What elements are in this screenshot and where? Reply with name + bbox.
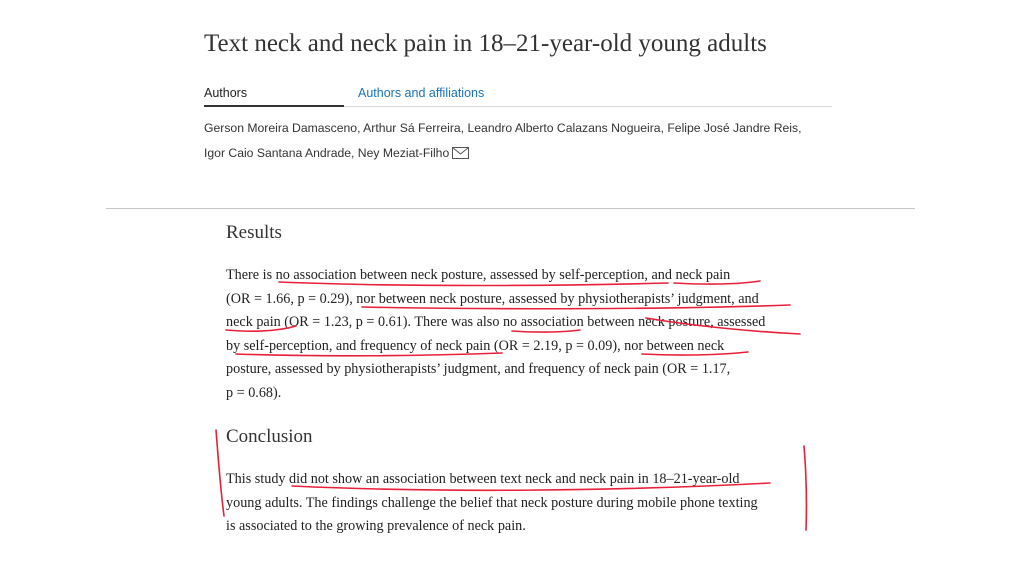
author-list-line: Gerson Moreira Damasceno, Arthur Sá Ferreira, Leandro Alberto Calazans Nogueira, Felipe José Jandre Reis, bbox=[204, 121, 802, 135]
article-title: Text neck and neck pain in 18–21-year-old young adults bbox=[204, 30, 767, 57]
section-divider bbox=[106, 208, 915, 209]
tab-authors[interactable]: Authors bbox=[204, 86, 344, 107]
results-heading: Results bbox=[226, 222, 282, 243]
results-line: posture, assessed by physiotherapists’ judgment, and frequency of neck pain (OR = 1.17, bbox=[226, 361, 731, 377]
results-line: (OR = 1.66, p = 0.29), nor between neck posture, assessed by physiotherapists’ judgment, and bbox=[226, 290, 759, 307]
mail-icon[interactable] bbox=[452, 143, 469, 168]
results-line: neck pain (OR = 1.23, p = 0.61). There was also no association between neck posture, assessed bbox=[226, 314, 766, 330]
author-list bbox=[204, 116, 844, 168]
author-tabs bbox=[204, 84, 832, 107]
annotation-bracket bbox=[216, 430, 224, 516]
conclusion-paragraph bbox=[226, 468, 806, 539]
conclusion-line: is associated to the growing prevalence of neck pain. bbox=[226, 518, 526, 534]
tab-authors-and-affiliations[interactable]: Authors and affiliations bbox=[358, 86, 485, 100]
author-list-line-text: Igor Caio Santana Andrade, Ney Meziat-Filho bbox=[204, 146, 450, 160]
conclusion-heading: Conclusion bbox=[226, 426, 313, 447]
author-list-line bbox=[204, 141, 844, 168]
results-line: There is no association between neck posture, assessed by self-perception, and neck pain bbox=[226, 267, 731, 283]
conclusion-line: This study did not show an association between text neck and neck pain in 18–21-year-old bbox=[226, 471, 740, 487]
conclusion-line: young adults. The findings challenge the belief that neck posture during mobile phone texting bbox=[226, 494, 758, 511]
results-paragraph bbox=[226, 264, 806, 405]
results-line: by self-perception, and frequency of neck pain (OR = 2.19, p = 0.09), nor between neck bbox=[226, 337, 725, 354]
results-line: p = 0.68). bbox=[226, 384, 282, 401]
